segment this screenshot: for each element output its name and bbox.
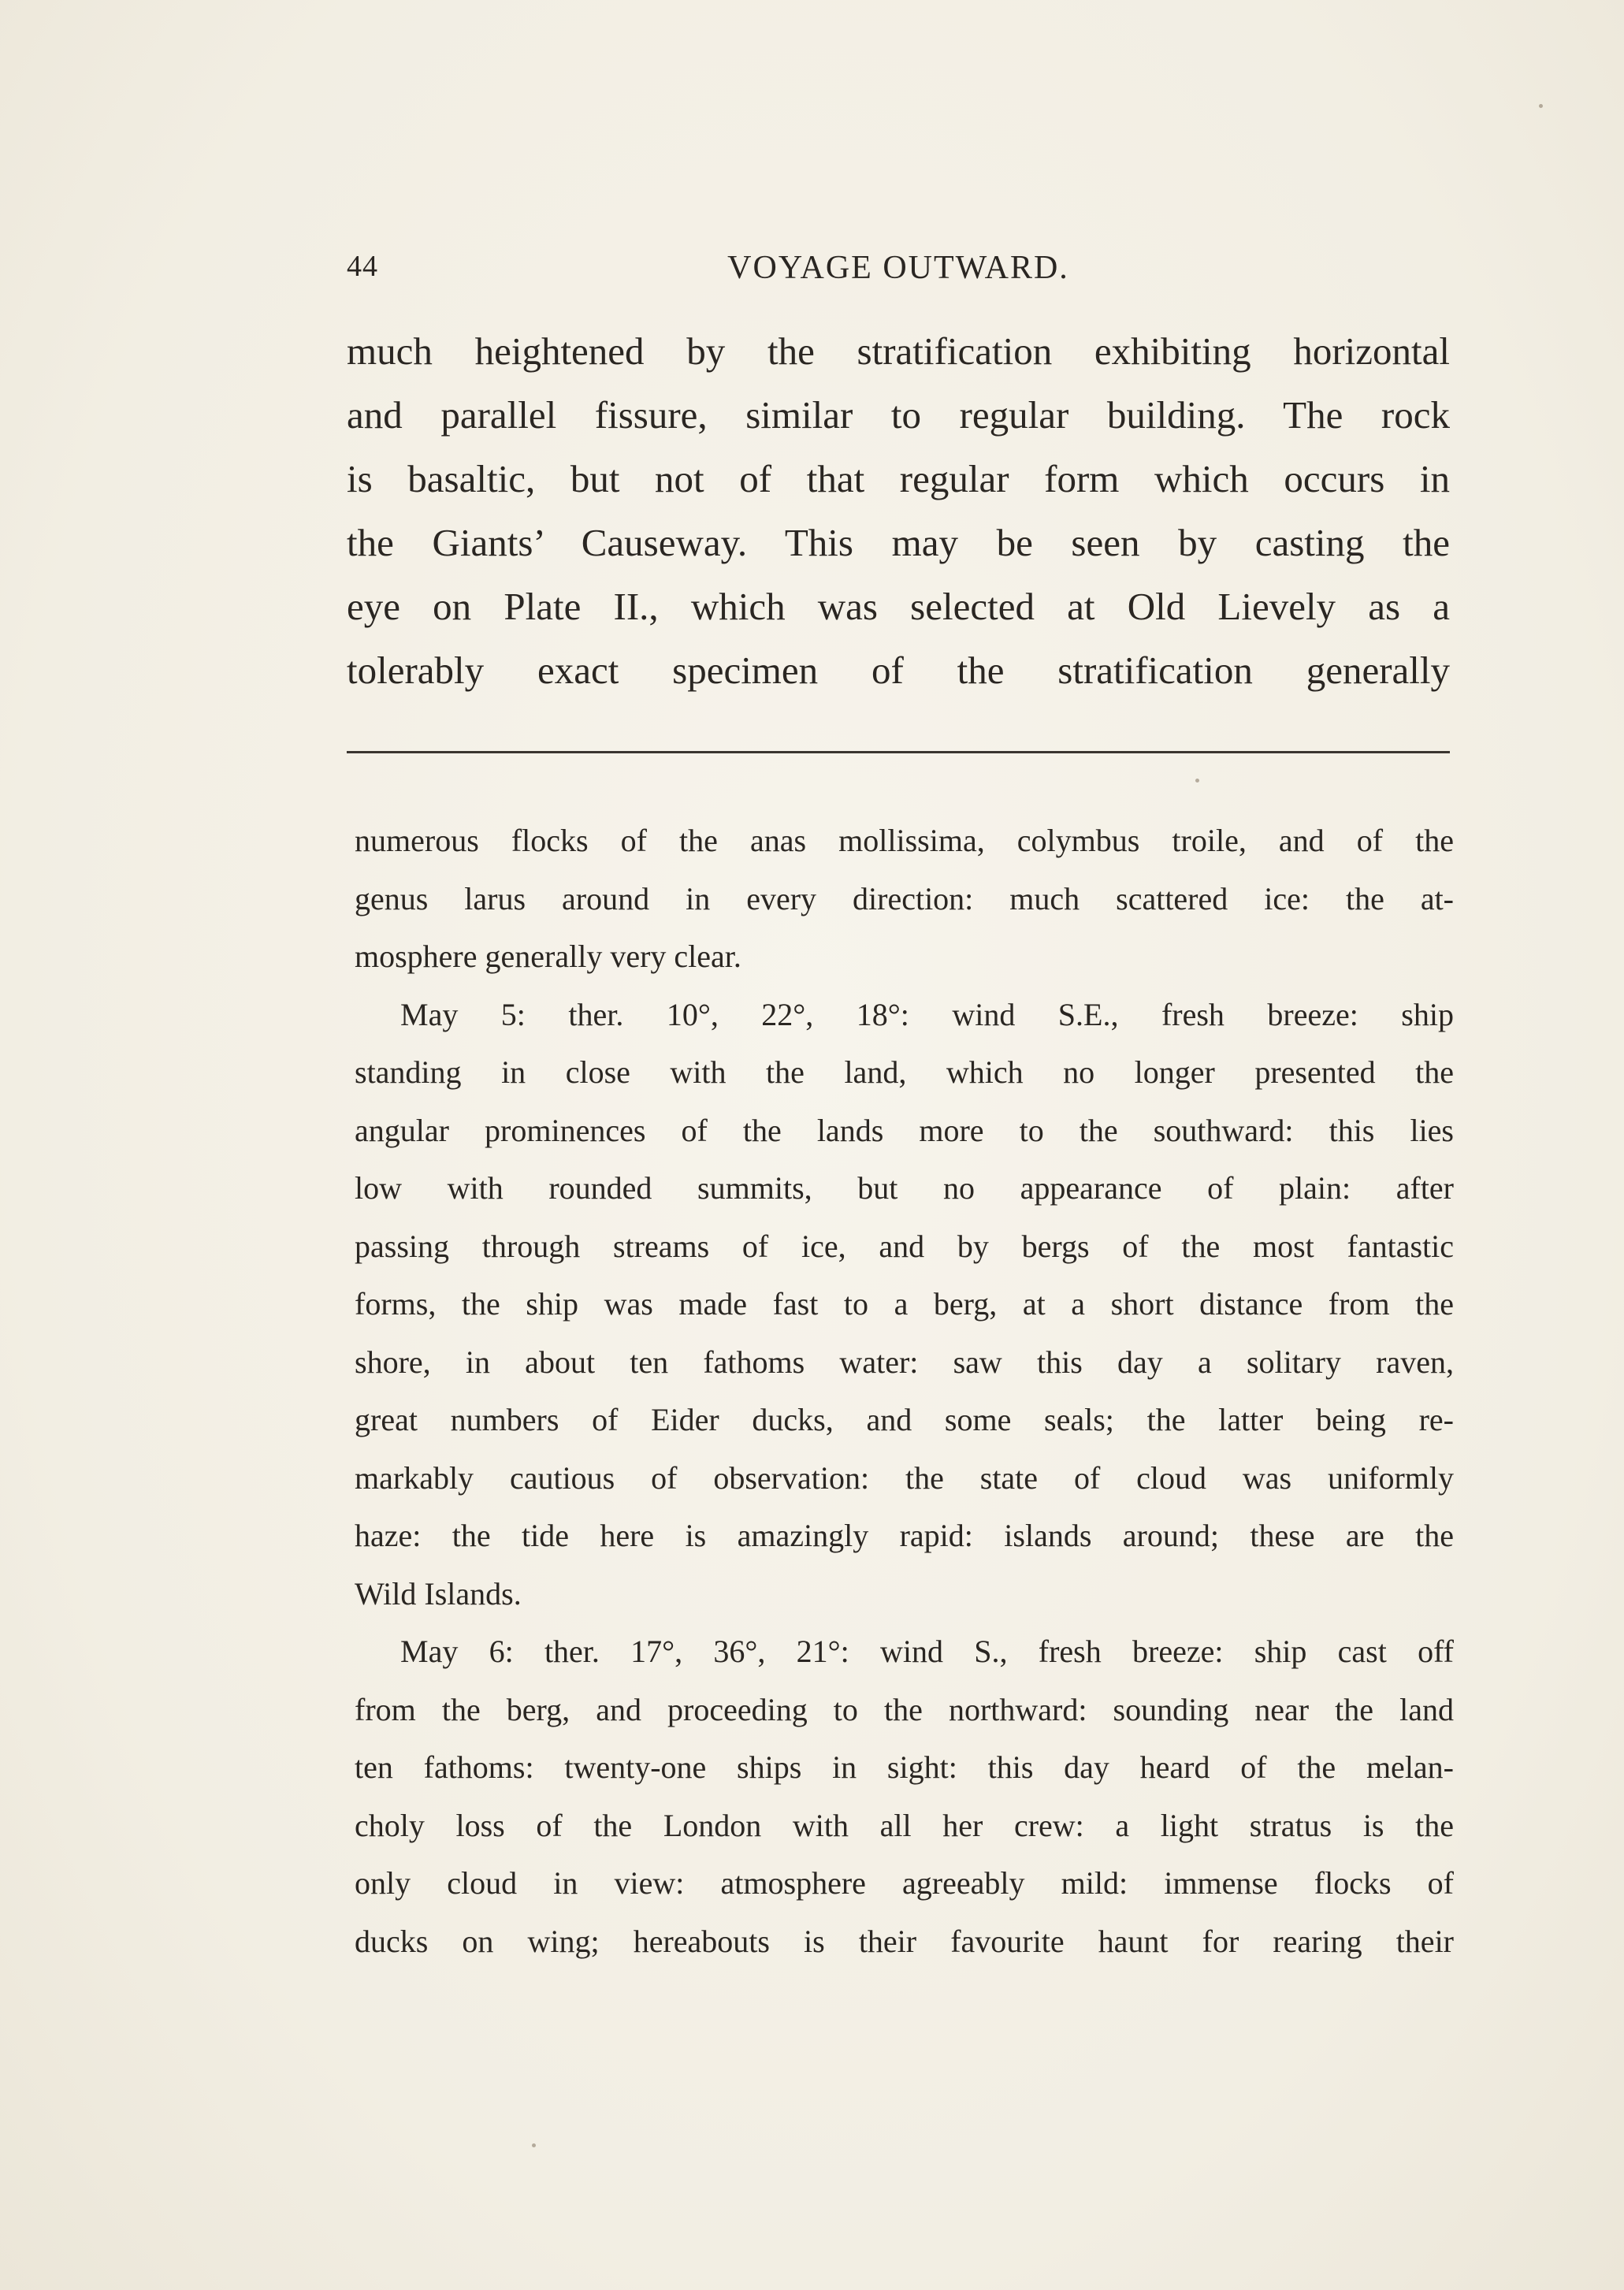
paper-speck (532, 2143, 536, 2147)
footnote-line: choly loss of the London with all her crew: a light stratus is the (355, 1807, 1454, 1843)
main-text-line: the Giants’ Causeway. This may be seen by casting the (347, 521, 1450, 564)
footnote-line: ten fathoms: twenty-one ships in sight: this day heard of the melan- (355, 1749, 1454, 1785)
footnote-line: passing through streams of ice, and by bergs of the most fantastic (355, 1228, 1454, 1264)
page-number: 44 (347, 250, 378, 283)
footnote-line: Wild Islands. (355, 1575, 522, 1612)
main-text-line: and parallel fissure, similar to regular building. The rock (347, 393, 1450, 437)
main-text-line: tolerably exact specimen of the stratification generally (347, 649, 1450, 692)
running-title: VOYAGE OUTWARD. (727, 250, 1069, 286)
footnote-line: standing in close with the land, which no longer presented the (355, 1054, 1454, 1090)
footnote-line: numerous flocks of the anas mollissima, colymbus troile, and of the (355, 823, 1454, 858)
footnote-line: mosphere generally very clear. (355, 939, 741, 974)
footnote-divider (347, 751, 1450, 753)
footnote-line: May 5: ther. 10°, 22°, 18°: wind S.E., fresh breeze: ship (400, 996, 1454, 1032)
footnote-line: great numbers of Eider ducks, and some seals; the latter being re- (355, 1402, 1454, 1437)
paper-speck (1195, 779, 1199, 783)
main-text-line: much heightened by the stratification exhibiting horizontal (347, 329, 1450, 373)
footnote-line: May 6: ther. 17°, 36°, 21°: wind S., fresh breeze: ship cast off (400, 1634, 1454, 1669)
page-header (347, 249, 1450, 296)
footnote-line: genus larus around in every direction: much scattered ice: the at- (355, 880, 1454, 916)
paper-speck (1539, 104, 1543, 108)
main-text-line: is basaltic, but not of that regular form which occurs in (347, 457, 1450, 500)
footnote-text-block (355, 812, 1454, 1970)
footnote-line: ducks on wing; hereabouts is their favourite haunt for rearing their (355, 1923, 1454, 1959)
footnote-line: shore, in about ten fathoms water: saw this day a solitary raven, (355, 1344, 1454, 1380)
footnote-line: low with rounded summits, but no appearance of plain: after (355, 1170, 1454, 1206)
footnote-line: markably cautious of observation: the state of cloud was uniformly (355, 1459, 1454, 1496)
main-text-block (347, 319, 1450, 702)
footnote-line: forms, the ship was made fast to a berg, at a short distance from the (355, 1286, 1454, 1322)
main-text-line: eye on Plate II., which was selected at Old Lievely as a (347, 585, 1450, 628)
footnote-line: only cloud in view: atmosphere agreeably mild: immense flocks of (355, 1865, 1454, 1901)
footnote-line: haze: the tide here is amazingly rapid: islands around; these are the (355, 1518, 1454, 1553)
footnote-line: from the berg, and proceeding to the northward: sounding near the land (355, 1691, 1454, 1727)
footnote-line: angular prominences of the lands more to the southward: this lies (355, 1112, 1454, 1148)
